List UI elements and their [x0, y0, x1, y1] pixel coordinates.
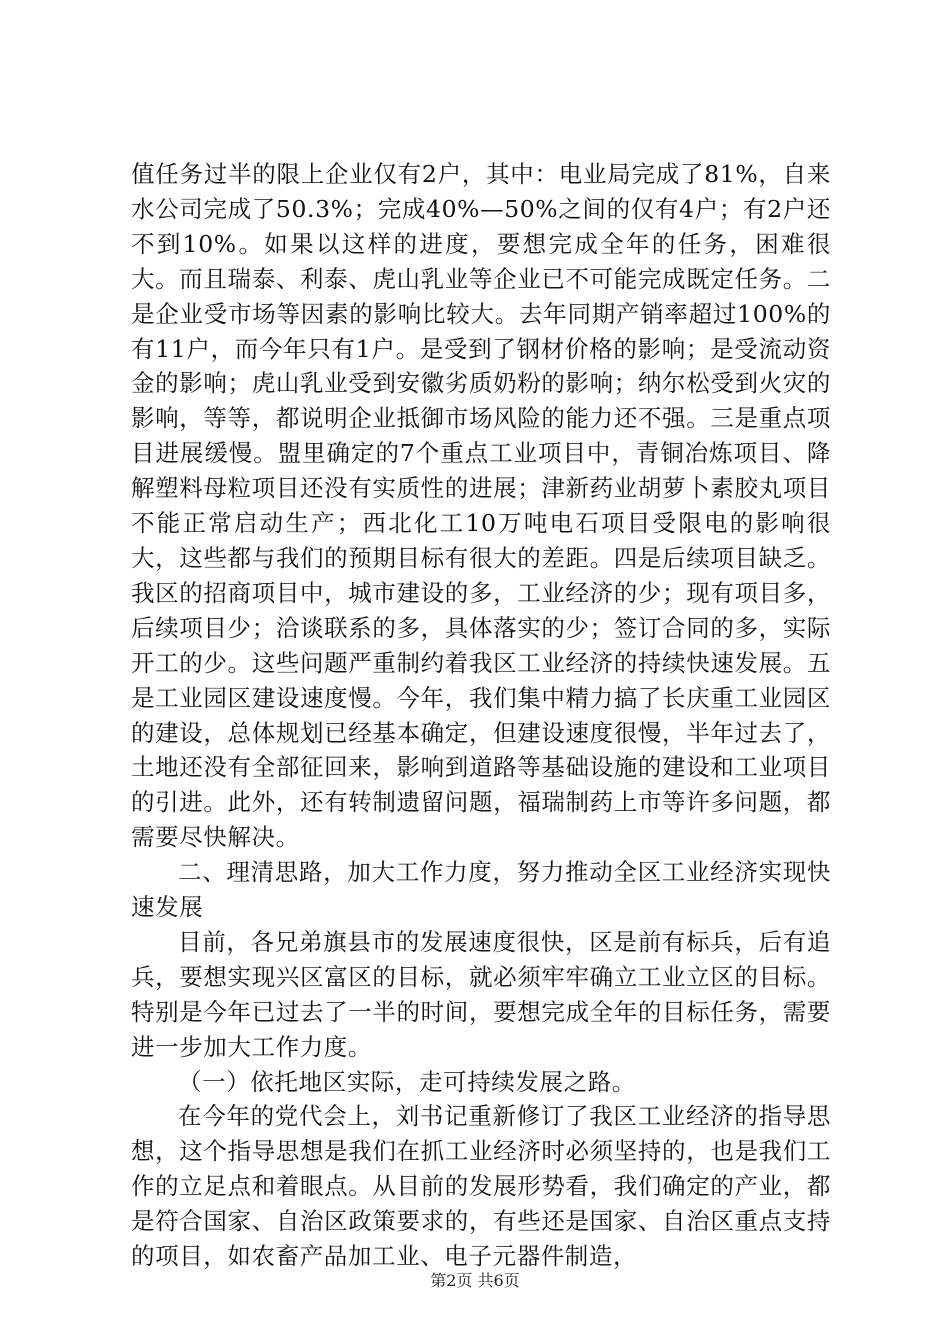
document-body	[131, 157, 831, 1274]
subsection-heading: （一）依托地区实际，走可持续发展之路。	[178, 1067, 636, 1096]
paragraph: 目前，各兄弟旗县市的发展速度很快，区是前有标兵，后有追兵，要想实现兴区富区的目标，就必须牢牢确立工业立区的目标。特别是今年已过去了一半的时间，要想完成全年的目标任务，需要进一步加大工作力度。	[131, 927, 831, 1061]
section-heading: 二、理清思路，加大工作力度，努力推动全区工业经济实现快速发展	[131, 858, 831, 922]
paragraph: 在今年的党代会上，刘书记重新修订了我区工业经济的指导思想，这个指导思想是我们在抓工业经济时必须坚持的，也是我们工作的立足点和着眼点。从目前的发展形势看，我们确定的产业，都是符合国家、自治区政策要求的，有些还是国家、自治区重点支持的项目，如农畜产品加工业、电子元器件制造，	[131, 1102, 831, 1271]
page-footer: 第2页 共6页	[430, 1271, 520, 1290]
paragraph-continuation: 值任务过半的限上企业仅有2户，其中：电业局完成了81%，自来水公司完成了50.3%；完成40%—50%之间的仅有4户；有2户还不到10%。如果以这样的进度，要想完成全年的任务，困难很大。而且瑞泰、利泰、虎山乳业等企业已不可能完成既定任务。二是企业受市场等因素的影响比较大。去年同期产销率超过100%的有11户，而今年只有1户。是受到了钢材价格的影响；是受流动资金的影响；虎山乳业受到安徽劣质奶粉的影响；纳尔松受到火灾的影响，等等，都说明企业抵御市场风险的能力还不强。三是重点项目进展缓慢。盟里确定的7个重点工业项目中，青铜冶炼项目、降解塑料母粒项目还没有实质性的进展；津新药业胡萝卜素胶丸项目不能正常启动生产；西北化工10万吨电石项目受限电的影响很大，这些都与我们的预期目标有很大的差距。四是后续项目缺乏。我区的招商项目中，城市建设的多，工业经济的少；现有项目多，后续项目少；洽谈联系的多，具体落实的少；签订合同的多，实际开工的少。这些问题严重制约着我区工业经济的持续快速发展。五是工业园区建设速度慢。今年，我们集中精力搞了长庆重工业园区的建设，总体规划已经基本确定，但建设速度很慢，半年过去了，土地还没有全部征回来，影响到道路等基础设施的建设和工业项目的引进。此外，还有转制遗留问题，福瑞制药上市等许多问题，都需要尽快解决。	[131, 160, 831, 852]
